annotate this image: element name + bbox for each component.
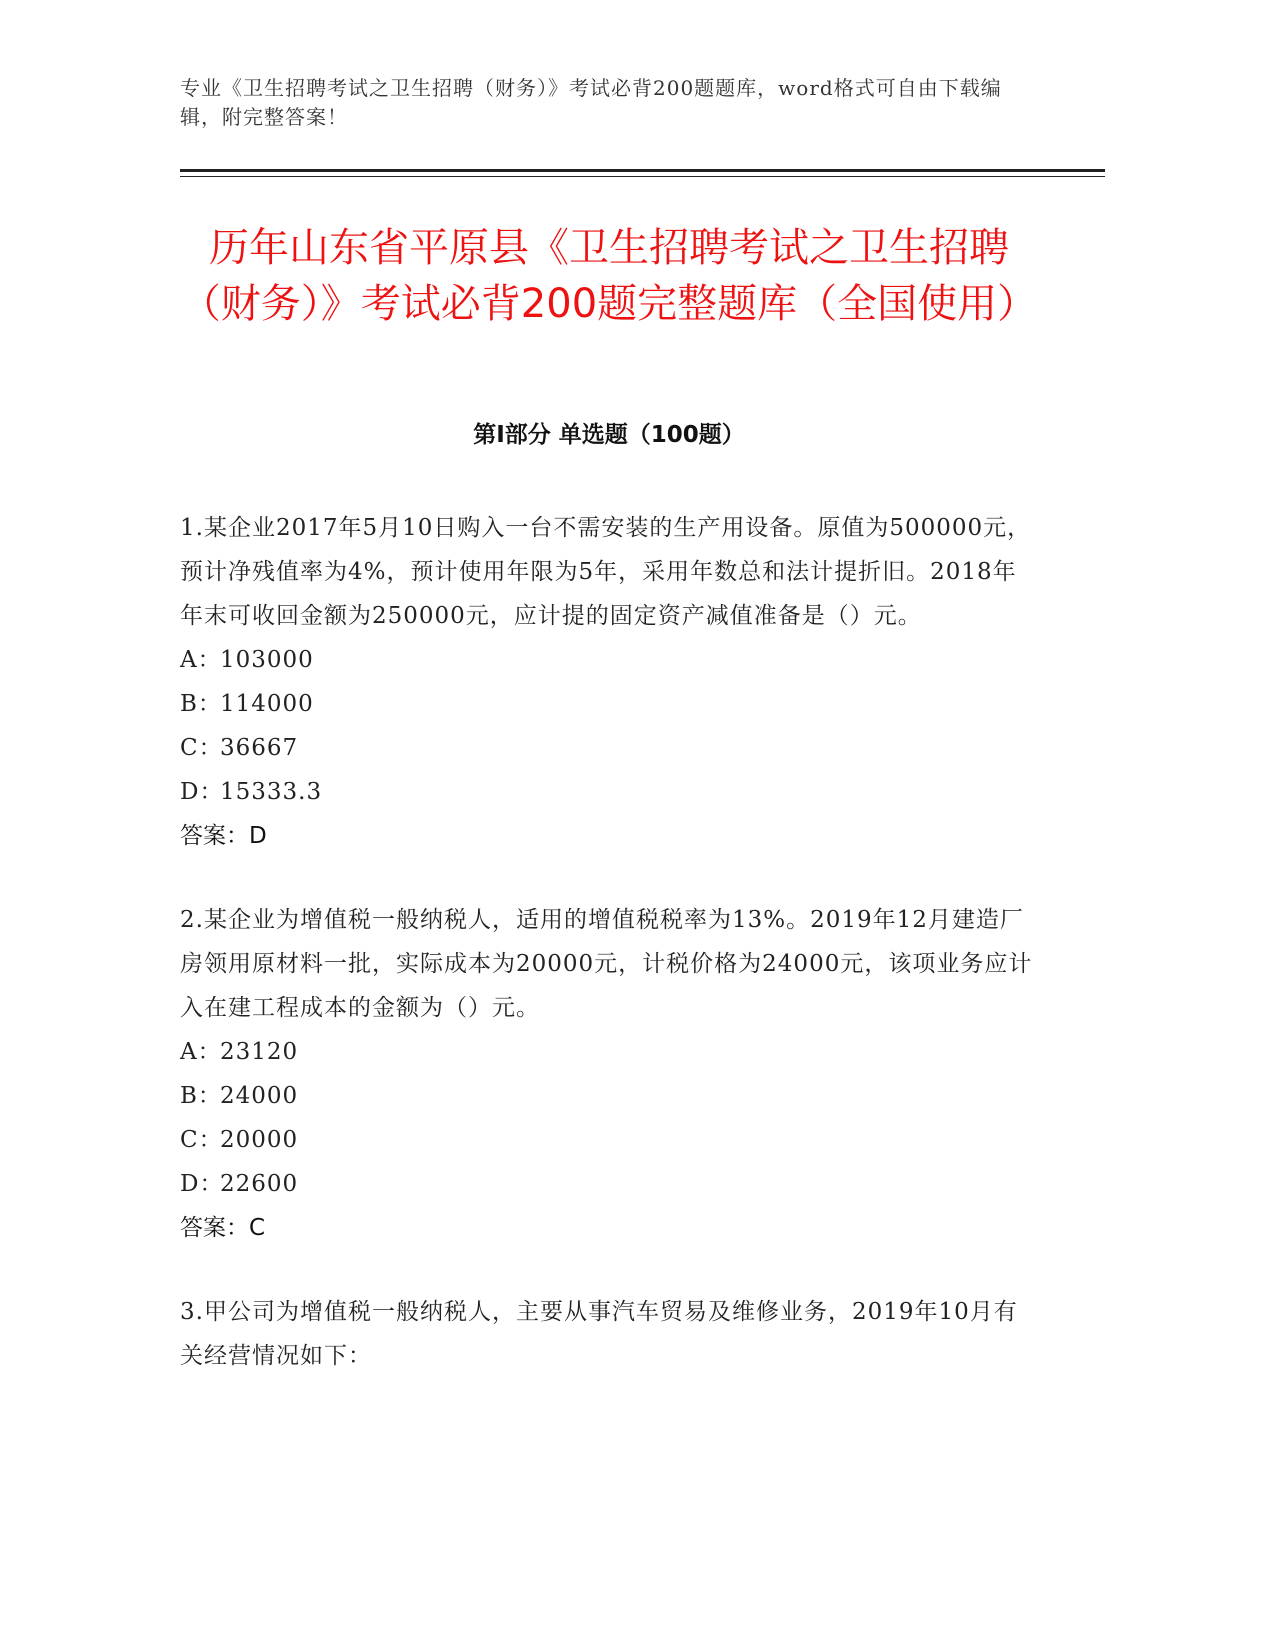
option-c [180, 1118, 1040, 1162]
option-label: B： [180, 691, 222, 717]
option-label: D： [180, 1171, 224, 1197]
question-list [180, 506, 1040, 1418]
option-label: A： [180, 647, 222, 673]
answer-value: C [249, 1215, 266, 1241]
question-3 [180, 1290, 1040, 1378]
question-text: 3.甲公司为增值税一般纳税人，主要从事汽车贸易及维修业务，2019年10月有关经营情况如下： [180, 1299, 1018, 1369]
question-1 [180, 506, 1040, 858]
answer-prefix: 答案： [180, 823, 249, 849]
question-2 [180, 898, 1040, 1250]
option-label: A： [180, 1039, 222, 1065]
option-b [180, 682, 1040, 726]
header-note: 专业《卫生招聘考试之卫生招聘（财务）》考试必背200题题库，word格式可自由下载编辑，附完整答案！ [180, 76, 1002, 129]
option-value: 114000 [220, 691, 314, 717]
option-value: 22600 [220, 1171, 299, 1197]
option-label: C： [180, 735, 223, 761]
section-heading: 第I部分 单选题（100题） [473, 422, 745, 448]
header-divider-thick [180, 169, 1105, 172]
answer-prefix: 答案： [180, 1215, 249, 1241]
option-value: 103000 [220, 647, 314, 673]
answer-line [180, 814, 1040, 858]
option-d [180, 770, 1040, 814]
option-value: 23120 [220, 1039, 299, 1065]
answer-line [180, 1206, 1040, 1250]
option-c [180, 726, 1040, 770]
option-label: D： [180, 779, 224, 805]
option-value: 36667 [220, 735, 299, 761]
option-a [180, 638, 1040, 682]
option-value: 20000 [220, 1127, 299, 1153]
option-value: 15333.3 [220, 779, 323, 805]
option-b [180, 1074, 1040, 1118]
option-d [180, 1162, 1040, 1206]
option-value: 24000 [220, 1083, 299, 1109]
question-text: 2.某企业为增值税一般纳税人，适用的增值税税率为13%。2019年12月建造厂房领用原材料一批，实际成本为20000元，计税价格为24000元，该项业务应计入在建工程成本的金额为（）元。 [180, 907, 1033, 1021]
option-label: B： [180, 1083, 222, 1109]
document-title: 历年山东省平原县《卫生招聘考试之卫生招聘（财务）》考试必背200题完整题库（全国使用） [180, 225, 1038, 327]
header-divider-thin [180, 176, 1105, 177]
option-label: C： [180, 1127, 223, 1153]
answer-value: D [249, 823, 267, 849]
question-text: 1.某企业2017年5月10日购入一台不需安装的生产用设备。原值为500000元，预计净残值率为4%，预计使用年限为5年，采用年数总和法计提折旧。2018年年末可收回金额为250000元，应计提的固定资产减值准备是（）元。 [180, 515, 1032, 629]
option-a [180, 1030, 1040, 1074]
